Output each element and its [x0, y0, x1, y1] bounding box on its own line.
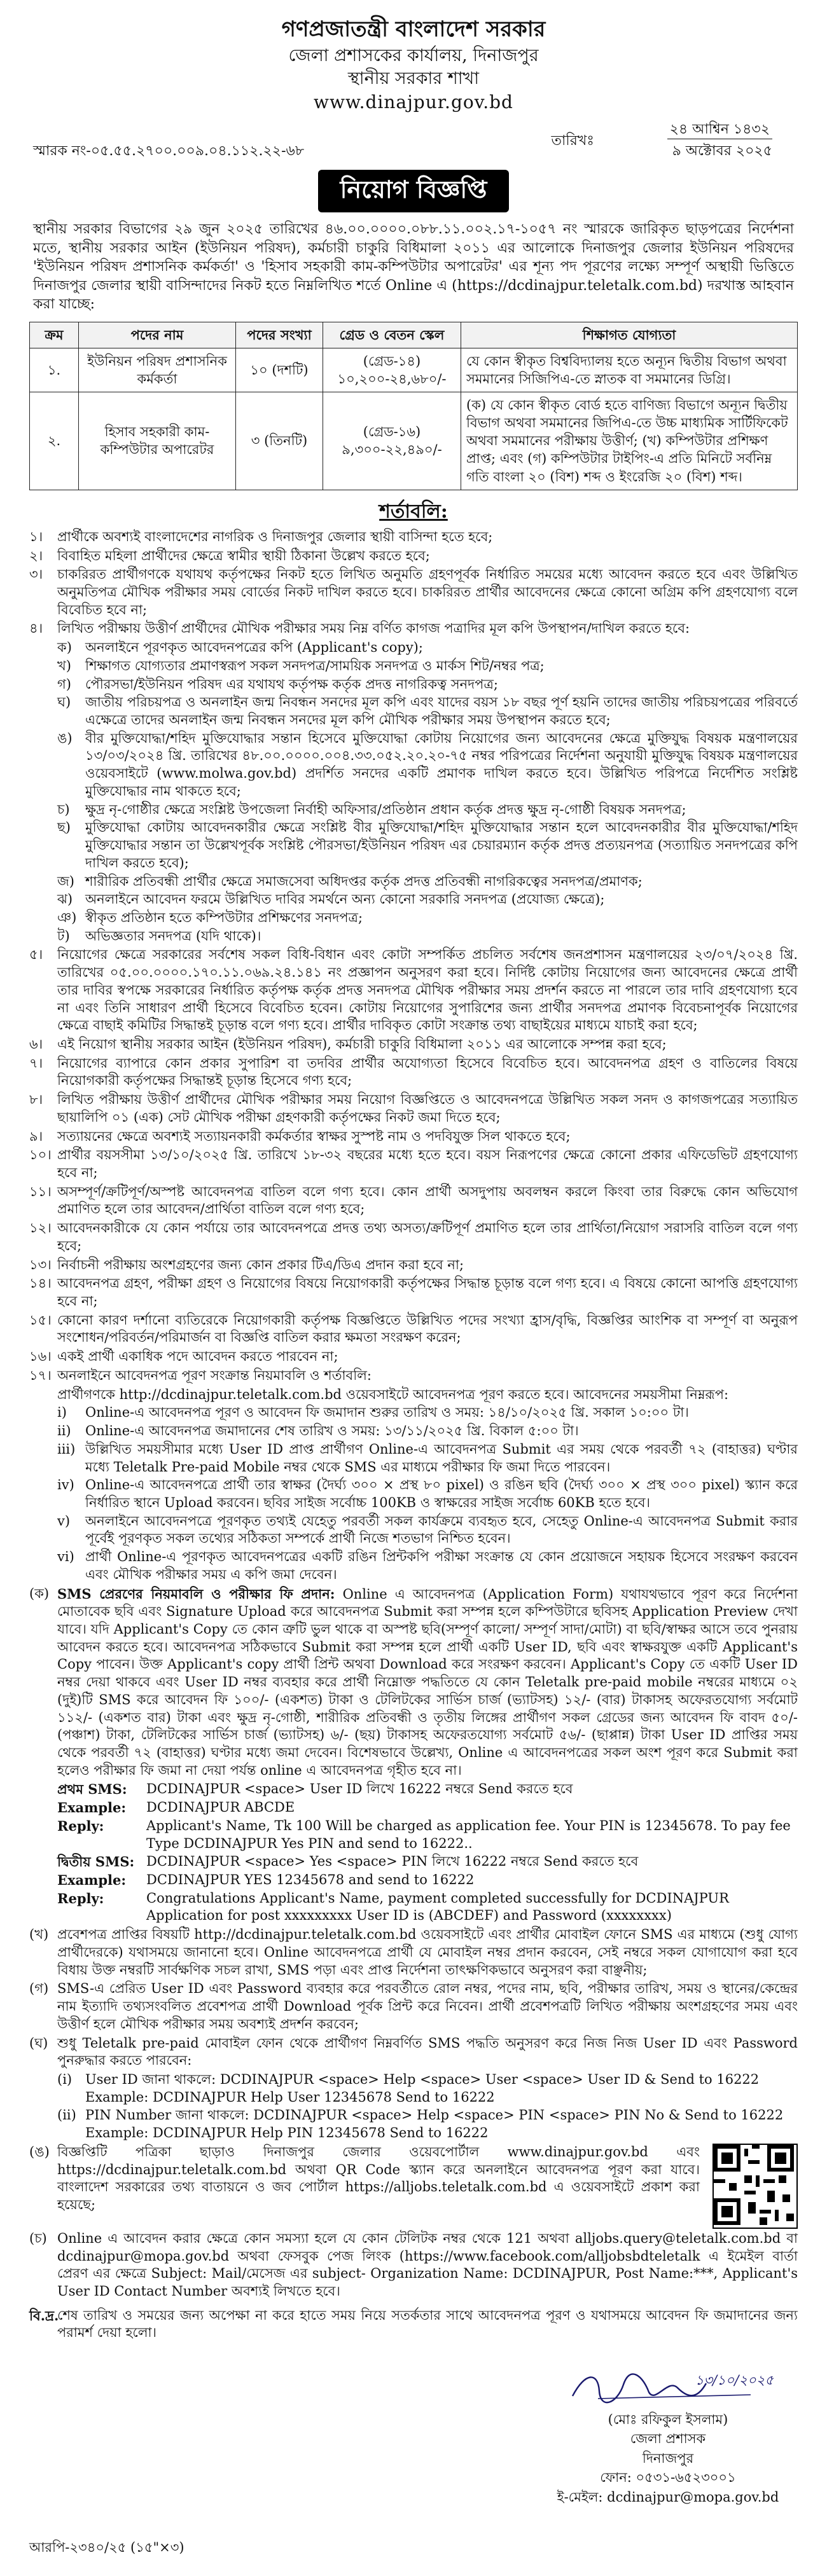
sub-text: অনলাইনে পূরণকৃত আবেদনপত্রের কপি (Applicant's copy); [85, 640, 423, 656]
sub-text: অভিজ্ঞতার সনদপত্র (যদি থাকে)। [85, 928, 261, 944]
cell-qualification: (ক) যে কোন স্বীকৃত বোর্ড হতে বাণিজ্য বিভাগে অন্যূন দ্বিতীয় বিভাগ অথবা সমমানের জিপিএ-তে উচ্চ মাধ্যমিক সার্টিফিকেট অথবা সমমানের পরীক্ষায় উত্তীর্ণ; (খ) কম্পিউটার প্রশিক্ষণ প্রাপ্ত; এবং (গ) কম্পিউটার টাইপিং-এ প্রতি মিনিটে সর্বনিম্ন গতি বাংলা ২০ (বিশ) শব্দ ও ইংরেজি ২০ (বিশ) শব্দ। [461, 392, 798, 490]
list-item [57, 2107, 798, 2142]
sub-number: (i) [57, 2071, 73, 2087]
list-item [29, 528, 798, 546]
sms-second-example [57, 1871, 798, 1889]
col-grade: গ্রেড ও বেতন স্কেল [323, 322, 461, 348]
intro-paragraph: স্থানীয় সরকার বিভাগের ২৯ জুন ২০২৫ তারিখের ৪৬.০০.০০০০.০৮৮.১১.০০২.১৭-১০৫৭ নং স্মারকে জারিকৃত ছাড়পত্রের নির্দেশনা মতে, স্থানীয় সরকার আইন (ইউনিয়ন পরিষদ), কর্মচারী চাকুরি বিধিমালা ২০১১ এর আলোকে দিনাজপুর জেলার ইউনিয়ন পরিষদের 'ইউনিয়ন পরিষদ প্রশাসনিক কর্মকর্তা' ও 'হিসাব সহকারী কাম-কম্পিউটার অপারেটর' এর শূন্য পদ পূরণের লক্ষ্যে সম্পূর্ণ অস্থায়ী ভিত্তিতে দিনাজপুর জেলার স্থায়ী বাসিন্দাদের নিকট হতে নিম্নলিখিত শর্তে Online এ (https://dcdinajpur.teletalk.com.bd) দরখাস্ত আহবান করা যাচ্ছে: [33, 221, 794, 313]
term-text: সত্যায়নের ক্ষেত্রে অবশ্যই সত্যায়নকারী কর্মকর্তার স্বাক্ষর সুস্পষ্ট নাম ও পদবিযুক্ত সিল থাকতে হবে; [57, 1128, 571, 1144]
sub-text: অনলাইনে আবেদন ফরমে উল্লিখিত দাবির সমর্থনে অন্য কোনো সরকারি সনদপত্র (প্রযোজ্য ক্ষেত্রে); [85, 892, 605, 907]
term-text [57, 1585, 798, 1780]
sub-number: iv) [57, 1477, 74, 1493]
list-item [57, 639, 798, 657]
list-item [29, 1183, 798, 1218]
cell-post: হিসাব সহকারী কাম-কম্পিউটার অপারেটর [79, 392, 236, 490]
sub-number: ঞ) [57, 909, 77, 925]
term17-schedule [29, 1404, 798, 1583]
sub-number: গ) [57, 676, 71, 692]
term-text: বিজ্ঞপ্তিটি পত্রিকা ছাড়াও দিনাজপুর জেলার ওয়েবপোর্টাল www.dinajpur.gov.bd এবং https://dcdinajpur.teletalk.com.bd অথবা QR Code স্ক্যান করে অনলাইনে আবেদনপত্র পূরণ করা যাবে। বাংলাদেশ সরকারের তথ্য বাতায়নে ও জব পোর্টাল https://alljobs.teletalk.com.bd এ ওয়েবসাইটে প্রকাশ করা হয়েছে; [57, 2144, 700, 2212]
list-item [57, 2071, 798, 2106]
office-name: জেলা প্রশাসকের কার্যালয়, দিনাজপুর [288, 45, 539, 65]
term-text: নিয়োগের ক্ষেত্রে সরকারের সর্বশেষ সকল বিধি-বিধান এবং কোটা সম্পর্কিত প্রচলিত সর্বশেষ জনপ্রশাসন মন্ত্রণালয়ের ২৩/০৭/২০২৪ খ্রি. তারিখের ০৫.০০.০০০০.১৭০.১১.০৬৯.২৪.১৪১ নং প্রজ্ঞাপন অনুসরণ করা হবে। নির্দিষ্ট কোটায় নিয়োগের জন্য আবেদনের ক্ষেত্রে প্রার্থী তার দাবির স্বপক্ষে সরকারের নির্ধারিত কর্তৃপক্ষ কর্তৃক প্রদত্ত সনদপত্র মৌখিক পরীক্ষার সময় প্রদর্শন করতে না পারলে তার দাবি গ্রহণযোগ্য হবে না এবং তিনি সাধারণ প্রার্থী হিসেবে বিবেচিত হবেন। কোটায় নিয়োগের সুপারিশের জন্য প্রার্থীর সনদপত্র প্রমাণক বিবেচনাপূর্বক নিয়োগের ক্ষেত্রে বাছাই কমিটির সিদ্ধান্তই চূড়ান্ত বলে গণ্য হবে। প্রার্থীর দাবিকৃত কোটা সংক্রান্ত তথ্য বাছাইয়ের মাধ্যমে যাচাই করা হবে; [57, 947, 798, 1033]
term-number: ১৬। [29, 1349, 52, 1365]
term-number: ১২। [29, 1220, 52, 1236]
term-text: চাকরিরত প্রার্থীগণকে যথাযথ কর্তৃপক্ষের নিকট হতে লিখিত অনুমতি গ্রহণপূর্বক নির্ধারিত সময়ের মধ্যে আবেদন করতে হবে এবং উল্লিখিত অনুমতিপত্র মৌখিক পরীক্ষার সময় বোর্ডের নিকট দাখিল করতে হবে। চাকরিরত প্রার্থীর আবেদনের ক্ষেত্রে কোনো অগ্রিম কপি গ্রহণযোগ্য বলে বিবেচিত হবে না; [57, 567, 798, 617]
cell-grade: (গ্রেড-১৪) ১০,২০০-২৪,৬৮০/- [323, 348, 461, 392]
term-number: (চ) [29, 2230, 47, 2246]
sub-text: উল্লিখিত সময়সীমার মধ্যে User ID প্রাপ্ত প্রার্থীগণ Online-এ আবেদনপত্র Submit এর সময় থেকে পরবর্তী ৭২ (বাহাত্তর) ঘণ্টার মধ্যে Teletalk Pre-paid Mobile নম্বর থেকে SMS এর মাধ্যমে পরীক্ষার ফি জমা দিতে পারবেন। [85, 1441, 798, 1475]
list-item [57, 801, 798, 819]
cell-qualification: যে কোন স্বীকৃত বিশ্ববিদ্যালয় হতে অন্যূন দ্বিতীয় বিভাগ অথবা সমমানের সিজিপিএ-তে স্নাতক বা সমমানের ডিগ্রি। [461, 348, 798, 392]
term-text: একই প্রার্থী একাধিক পদে আবেদন করতে পারবেন না; [57, 1349, 338, 1365]
list-item [29, 1275, 798, 1310]
sub-number: i) [57, 1405, 67, 1421]
signer-district: দিনাজপুর [642, 2450, 694, 2466]
sub-number: ঘ) [57, 694, 71, 710]
sub-number: vi) [57, 1549, 74, 1565]
list-item [57, 891, 798, 909]
sms-label: Example: [57, 1872, 127, 1889]
term-number: ১৪। [29, 1276, 52, 1291]
memo-row [29, 120, 798, 160]
date-label: তারিখঃ [551, 133, 594, 149]
website-url[interactable]: www.dinajpur.gov.bd [314, 91, 513, 113]
sms-first [57, 1780, 798, 1798]
table-header-row [30, 322, 798, 348]
sms-label: Reply: [57, 1890, 104, 1906]
list-item [29, 1055, 798, 1090]
note-text: শেষ তারিখ ও সময়ের জন্য অপেক্ষা না করে হাতে সময় নিয়ে সতর্কতার সাথে আবেদনপত্র পূরণ ও যথাসময়ে আবেদন ফি জমাদানের জন্য পরামর্শ দেয়া হলো। [57, 2307, 798, 2341]
term-number: ৪। [29, 621, 43, 637]
sub-text: মুক্তিযোদ্ধা কোটায় আবেদনকারীর ক্ষেত্রে সংশ্লিষ্ট বীর মুক্তিযোদ্ধা/শহিদ মুক্তিযোদ্ধার সন্তান হলে আবেদনকারীর বীর মুক্তিযোদ্ধা/শহিদ মুক্তিযোদ্ধার সন্তান তা উল্লেখপূর্বক সংশ্লিষ্ট পৌরসভা/ইউনিয়ন পরিষদ এর চেয়ারম্যান কর্তৃক প্রদত্ত প্রত্যয়নপত্র (সত্যায়িত সনদপত্রের কপি দাখিল করতে হবে); [85, 820, 798, 871]
sms-instructions [57, 1780, 798, 1925]
date-gregorian: ৯ অক্টোবর ২০২৫ [672, 142, 772, 159]
sms-value: Congratulations Applicant's Name, payment completed successfully for DCDINAJPUR Application for post xxxxxxxxx User ID is (ABCDEF) and Password (xxxxxxxx) [146, 1890, 729, 1924]
sub-text: অনলাইনে আবেদনপত্রে পূরণকৃত তথ্যই যেহেতু পরবর্তী সকল কার্যক্রমে ব্যবহৃত হবে, সেহেতু Online-এ আবেদনপত্র Submit করার পূর্বেই পূরণকৃত সকল তথ্যের সঠিকতা সম্পর্কে প্রার্থী নিজে শতভাগ নিশ্চিত হবেন। [85, 1513, 798, 1546]
sub-text [85, 2107, 798, 2142]
sub-number: ঙ) [57, 730, 73, 746]
term-text: লিখিত পরীক্ষায় উত্তীর্ণ প্রার্থীদের মৌখিক পরীক্ষার সময় নিয়োগ বিজ্ঞপ্তিতে ও আবেদনপত্রে উল্লিখিত সকল সনদ ও কাগজপত্রের সত্যায়িত ছায়ালিপি ০১ (এক) সেট মৌখিক পরীক্ষা গ্রহণকারী কর্তৃপক্ষের নিকট জমা দিতে হবে; [57, 1092, 798, 1125]
sms-label: Example: [57, 1800, 127, 1816]
terms-list [29, 528, 798, 2342]
government-name: গণপ্রজাতন্ত্রী বাংলাদেশ সরকার [281, 17, 546, 42]
term-text: আবেদনপত্র গ্রহণ, পরীক্ষা গ্রহণ ও নিয়োগের বিষয়ে নিয়োগকারী কর্তৃপক্ষের সিদ্ধান্ত চূড়ান্ত বলে গণ্য হবে। এ বিষয়ে কোনো আপত্তি গ্রহণযোগ্য হবে না; [57, 1276, 798, 1309]
col-count: পদের সংখ্যা [236, 322, 323, 348]
list-item [57, 873, 798, 891]
sub-number: ছ) [57, 820, 71, 836]
list-item [57, 819, 798, 872]
list-item [57, 1441, 798, 1476]
term-number: (খ) [29, 1927, 49, 1943]
term-number: ১১। [29, 1183, 52, 1199]
term4-documents [29, 639, 798, 945]
signer-phone: ফোন: ০৫৩১-৬৫২৩০০১ [600, 2470, 736, 2486]
list-item [29, 1926, 798, 1979]
terms-group-c [29, 1926, 798, 2070]
col-post: পদের নাম [79, 322, 236, 348]
term-number: ১৫। [29, 1312, 52, 1328]
list-item [29, 1348, 798, 1366]
recover-example: Example: DCDINAJPUR Help PIN 12345678 Send to 16222 [85, 2125, 489, 2141]
sms-label: Reply: [57, 1817, 104, 1834]
posts-table [29, 322, 798, 490]
signature-date: ১৩/১০/২০২৫ [695, 2373, 774, 2388]
term-number: ৩। [29, 567, 43, 582]
sub-text [85, 2071, 798, 2106]
sub-text: শিক্ষাগত যোগ্যতার প্রমাণস্বরূপ সকল সনদপত্র/সাময়িক সনদপত্র ও মার্কস শিট/নম্বর পত্র; [85, 658, 545, 673]
table-row [30, 392, 798, 490]
sub-number: (ii) [57, 2107, 76, 2123]
list-item [57, 730, 798, 801]
term-number: ৭। [29, 1055, 43, 1071]
term-text: বিবাহিত মহিলা প্রার্থীদের ক্ষেত্রে স্বামীর স্থায়ী ঠিকানা উল্লেখ করতে হবে; [57, 548, 430, 563]
term-text: কোনো কারণ দর্শানো ব্যতিরেকে নিয়োগকারী কর্তৃপক্ষ বিজ্ঞপ্তিতে উল্লিখিত পদের সংখ্যা হ্রাস/বৃদ্ধি, বিজ্ঞপ্তির আংশিক বা সম্পূর্ণ বা অনুরূপ সংশোধন/পরিবর্তন/পরিমার্জন বা বিজ্ঞপ্তি বাতিল করার ক্ষমতা সংরক্ষণ করেন; [57, 1312, 798, 1346]
list-item [29, 1091, 798, 1126]
sub-number: ঝ) [57, 892, 73, 907]
list-item [29, 1036, 798, 1054]
term-number: ১। [29, 528, 43, 544]
term-text: অসম্পূর্ণ/ক্রটিপূর্ণ/অস্পষ্ট আবেদনপত্র বাতিল বলে গণ্য হবে। কোন প্রার্থী অসদুপায় অবলম্বন করলে কিংবা তার বিরুদ্ধে কোন অভিযোগ প্রমাণিত হলে তার আবেদন/প্রার্থিতা বাতিল বলে গণ্য হবে; [57, 1183, 798, 1217]
list-item [29, 1980, 798, 2033]
sms-heading: SMS প্রেরণের নিয়মাবলি ও পরীক্ষার ফি প্রদান: [57, 1585, 335, 1602]
term-text: এই নিয়োগ স্থানীয় সরকার আইন (ইউনিয়ন পরিষদ), কর্মচারী চাকুরি বিধিমালা ২০১১ এর আলোকে সম্পন্ন করা হবে; [57, 1036, 667, 1052]
cell-post: ইউনিয়ন পরিষদ প্রশাসনিক কর্মকর্তা [79, 348, 236, 392]
term-number: ১০। [29, 1147, 52, 1163]
term-number: ৫। [29, 947, 43, 963]
list-item [29, 1312, 798, 1347]
term-text: প্রার্থীকে অবশ্যই বাংলাদেশের নাগরিক ও দিনাজপুর জেলার স্থায়ী বাসিন্দা হতে হবে; [57, 528, 493, 544]
letterhead [29, 15, 798, 114]
sub-text: জাতীয় পরিচয়পত্র ও অনলাইন জন্ম নিবন্ধন সনদের মূল কপি এবং যাদের বয়স ১৮ বছর পূর্ণ হয়নি তাদের জাতীয় পরিচয়পত্রের পরিবর্তে এক্ষেত্রে তাদের অনলাইন জন্ম নিবন্ধন সনদের মূল কপি মৌখিক পরীক্ষার সময় উপস্থাপন করতে হবে; [85, 694, 798, 728]
term-number: (ঙ) [29, 2144, 50, 2159]
qr-term [29, 2144, 798, 2229]
cell-serial: ২. [30, 392, 79, 490]
sub-number: v) [57, 1513, 71, 1529]
signer-designation: জেলা প্রশাসক [630, 2431, 706, 2447]
sms-value: DCDINAJPUR ABCDE [146, 1800, 295, 1815]
recover-example: Example: DCDINAJPUR Help User 12345678 Send to 16222 [85, 2089, 495, 2105]
password-recovery [29, 2071, 798, 2142]
term-text: নির্বাচনী পরীক্ষায় অংশগ্রহণের জন্য কোন প্রকার টিএ/ডিএ প্রদান করা হবে না; [57, 1257, 464, 1272]
sub-number: ii) [57, 1423, 71, 1439]
sub-number: জ) [57, 873, 74, 889]
helpline-term [29, 2230, 798, 2301]
sms-value: Applicant's Name, Tk 100 Will be charged as application fee. Your PIN is 12345678. To pay fee Type DCDINAJPUR Yes PIN and send to 16222.. [146, 1817, 791, 1851]
term-number: ৯। [29, 1128, 43, 1144]
sub-number: iii) [57, 1441, 76, 1457]
term-text: অনলাইনে আবেদনপত্র পূরণ সংক্রান্ত নিয়মাবলি ও শর্তাবলি: [57, 1367, 372, 1383]
cell-count: ৩ (তিনটি) [236, 392, 323, 490]
print-code: আরপি-২৩৪০/২৫ (১৫"×৩) [29, 2540, 184, 2555]
signature-block [553, 2366, 782, 2507]
branch-name: স্থানীয় সরকার শাখা [347, 68, 480, 88]
term-number: ৬। [29, 1036, 43, 1052]
sms-fee-term [29, 1585, 798, 1780]
note-label: বি.দ্র. [29, 2307, 59, 2324]
sub-text: Online-এ আবেদনপত্র জমাদানের শেষ তারিখ ও সময়: ১৩/১১/২০২৫ খ্রি. বিকাল ৫:০০ টা। [85, 1423, 579, 1439]
term-number: ১৩। [29, 1257, 52, 1272]
term-number: ১৭। [29, 1367, 52, 1383]
list-item [57, 1404, 798, 1422]
term-number: (গ) [29, 1981, 49, 1997]
sms-first-reply [57, 1817, 798, 1852]
term-number: ২। [29, 548, 43, 563]
term-text: Online এ আবেদন করার ক্ষেত্রে কোন সমস্যা হলে যে কোন টেলিটক নম্বর থেকে 121 অথবা alljobs.query@teletalk.com.bd বা dcdinajpur@mopa.gov.bd অথবা ফেসবুক পেজ লিংক (https://www.facebook.com/alljobsbdteletalk এ ইমেইল বার্তা প্রেরণ এর ক্ষেত্রে Subject: Mail/মেসেজ এর subject- Organization Name: DCDINAJPUR, Post Name:***, Applicant's User ID Contact Number অবশ্যই লিখতে হবে। [57, 2230, 798, 2299]
col-qualification: শিক্ষাগত যোগ্যতা [461, 322, 798, 348]
term-text: আবেদনকারীকে যে কোন পর্যায়ে তার আবেদনপত্রে প্রদত্ত তথ্য অসত্য/ক্রটিপূর্ণ প্রমাণিত হলে তার প্রার্থিতা/নিয়োগ সরাসরি বাতিল বলে গণ্য হবে; [57, 1220, 798, 1253]
note [29, 2307, 798, 2342]
cell-count: ১০ (দশটি) [236, 348, 323, 392]
memo-date [667, 120, 772, 160]
sms-second [57, 1853, 798, 1871]
term-text: প্রবেশপত্র প্রাপ্তির বিষয়টি http://dcdinajpur.teletalk.com.bd ওয়েবসাইটে এবং প্রার্থীর মোবাইল ফোনে SMS এর মাধ্যমে (শুধু যোগ্য প্রার্থীদেরকে) যথাসময়ে জানানো হবে। Online আবেদনপত্রে প্রার্থী যে মোবাইল নম্বর প্রদান করবেন, সেই নম্বরে সকল যোগাযোগ করা হবে বিধায় উক্ত নম্বরটি সার্বক্ষণিক সচল রাখা, SMS পড়া এবং প্রাপ্ত নির্দেশনা তাৎক্ষণিকভাবে অনুসরণ করা বাঞ্ছনীয়; [57, 1927, 798, 1978]
cell-serial: ১. [30, 348, 79, 392]
term-number: (ঘ) [29, 2035, 48, 2051]
recover-command: PIN Number জানা থাকলে: DCDINAJPUR <space> Help <space> PIN <space> PIN No & Send to 16222 [85, 2107, 784, 2123]
sub-number: খ) [57, 658, 71, 673]
term-text: লিখিত পরীক্ষায় উত্তীর্ণ প্রার্থীদের মৌখিক পরীক্ষার সময় নিম্ন বর্ণিত কাগজ পত্রাদির মূল কপি উপস্থাপন/দাখিল করতে হবে: [57, 621, 690, 637]
list-item [57, 694, 798, 729]
sub-text: বীর মুক্তিযোদ্ধা/শহিদ মুক্তিযোদ্ধার সন্তান হিসেবে মুক্তিযোদ্ধা কোটায় নিয়োগের জন্য আবেদনের ক্ষেত্রে মুক্তিযুদ্ধ বিষয়ক মন্ত্রণালয়ের ১৩/০৩/২০২৪ খ্রি. তারিখের ৪৮.০০.০০০০.০০৪.৩৩.০৫২.২০.২০-৭৫ নম্বর পরিপত্রের নির্দেশনা অনুযায়ী মুক্তিযুদ্ধ বিষয়ক মন্ত্রণালয়ের ওয়েবসাইটে (www.molwa.gov.bd) প্রদর্শিত সনদের একটি প্রমাণক দাখিল করতে হবে। উল্লিখিত পরিপত্রে নির্দেশিত সংশ্লিষ্ট মুক্তিযোদ্ধার নাম থাকতে হবে; [85, 730, 798, 799]
term-number: ৮। [29, 1092, 43, 1108]
cell-grade: (গ্রেড-১৬) ৯,৩০০-২২,৪৯০/- [323, 392, 461, 490]
list-item [57, 1477, 798, 1512]
recover-command: User ID জানা থাকলে: DCDINAJPUR <space> Help <space> User <space> User ID & Send to 16222 [85, 2071, 760, 2087]
list-item [29, 620, 798, 638]
terms-group-b [29, 946, 798, 1384]
sub-text: স্বীকৃত প্রতিষ্ঠান হতে কম্পিউটার প্রশিক্ষণের সনদপত্র; [85, 909, 363, 925]
term-number: (ক) [29, 1585, 50, 1601]
sub-text: শারীরিক প্রতিবন্ধী প্রার্থীর ক্ষেত্রে সমাজসেবা অধিদপ্তর কর্তৃক প্রদত্ত প্রতিবন্ধী নাগরিকত্বের সনদপত্র/প্রমাণক; [85, 873, 643, 889]
signer-name: (মোঃ রফিকুল ইসলাম) [608, 2412, 728, 2427]
list-item [57, 928, 798, 946]
list-item [57, 1422, 798, 1440]
terms-group-a [29, 528, 798, 638]
sub-text: Online-এ আবেদনপত্র পূরণ ও আবেদন ফি জমাদান শুরুর তারিখ ও সময়: ১৪/১০/২০২৫ খ্রি. সকাল ১০:০০ টা। [85, 1405, 689, 1421]
list-item [29, 1147, 798, 1181]
term-text: প্রার্থীর বয়সসীমা ১৩/১০/২০২৫ খ্রি. তারিখে ১৮-৩২ বছরের মধ্যে হতে হবে। বয়স নিরূপণের ক্ষেত্রে কোনো প্রকার এফিডেভিট গ্রহণযোগ্য হবে না; [57, 1147, 798, 1180]
sms-value: DCDINAJPUR <space> Yes <space> PIN লিখে 16222 নম্বরে Send করতে হবে [146, 1854, 639, 1870]
term17-intro [57, 1386, 798, 1404]
terms-title: শর্তাবলি: [379, 500, 448, 523]
list-item [57, 909, 798, 927]
list-item [57, 658, 798, 675]
list-item [29, 946, 798, 1035]
list-item [57, 1548, 798, 1583]
list-item [29, 2035, 798, 2070]
list-item [57, 1513, 798, 1548]
sms-second-reply [57, 1890, 798, 1925]
term-text: নিয়োগের ব্যাপারে কোন প্রকার সুপারিশ বা তদবির প্রার্থীর অযোগ্যতা হিসেবে বিবেচিত হবে। আবেদনপত্র গ্রহণ ও বাতিলের বিষয়ে নিয়োগকারী কর্তৃপক্ষের সিদ্ধান্তই চূড়ান্ত হিসেবে গণ্য হবে; [57, 1055, 798, 1089]
notice-title: নিয়োগ বিজ্ঞপ্তি [318, 170, 509, 212]
list-item [29, 1367, 798, 1385]
list-item [29, 1128, 798, 1146]
signer-email[interactable]: ই-মেইল: dcdinajpur@mopa.gov.bd [557, 2489, 779, 2505]
list-item [29, 1220, 798, 1255]
sub-text: ক্ষুদ্র নৃ-গোষ্ঠীর ক্ষেত্রে সংশ্লিষ্ট উপজেলা নির্বাহী অফিসার/প্রতিষ্ঠান প্রধান কর্তৃক প্রদত্ত ক্ষুদ্র নৃ-গোষ্ঠী বিষয়ক সনদপত্র; [85, 801, 686, 817]
sms-label: দ্বিতীয় SMS: [57, 1854, 135, 1870]
sms-first-example [57, 1799, 798, 1817]
sms-value: DCDINAJPUR YES 12345678 and send to 16222 [146, 1872, 475, 1888]
date-bengali: ২৪ আশ্বিন ১৪৩২ [667, 121, 772, 139]
sms-label: প্রথম SMS: [57, 1781, 127, 1798]
qr-code-icon[interactable] [712, 2144, 798, 2229]
sub-number: ক) [57, 640, 72, 656]
list-item [29, 566, 798, 619]
sub-text: প্রার্থী Online-এ পূরণকৃত আবেদনপত্রের একটি রঙিন প্রিন্টকপি পরীক্ষা সংক্রান্ত যে কোন প্রয়োজনে সহায়ক হিসেবে সংরক্ষণ করবেন এবং মৌখিক পরীক্ষার সময় এ কপি জমা দেবেন। [85, 1549, 798, 1582]
list-item [29, 548, 798, 565]
signature-icon [553, 2366, 782, 2410]
col-serial: ক্রম [30, 322, 79, 348]
sub-text: পৌরসভা/ইউনিয়ন পরিষদ এর যথাযথ কর্তৃপক্ষ কর্তৃক প্রদত্ত নাগরিকত্ব সনদপত্র; [85, 676, 498, 692]
term-text: শুধু Teletalk pre-paid মোবাইল ফোন থেকে প্রার্থীগণ নিম্নবর্ণিত SMS পদ্ধতি অনুসরণ করে নিজ নিজ User ID এবং Password পুনরুদ্ধার করতে পারবেন: [57, 2035, 798, 2069]
sms-value: DCDINAJPUR <space> User ID লিখে 16222 নম্বরে Send করতে হবে [146, 1781, 573, 1797]
sms-body: Online এ আবেদনপত্র (Application Form) যথাযথভাবে পূরণ করে নির্দেশনা মোতাবেক ছবি এবং Signature Upload করে আবেদনপত্র Submit করা সম্পন্ন হলে কম্পিউটারে ছবিসহ Application Preview দেখা যাবে। যদি Applicant's Copy তে কোন ত্রুটি ভুল থাকে বা অস্পষ্ট ছবি(সম্পূর্ণ কালো/ সম্পূর্ণ সাদা/মোটা) বা ছবি/স্বাক্ষর আসে তবে পুনরায় আবেদন করতে হবে। আবেদনপত্র সঠিকভাবে Submit করা সম্পন্ন হলে প্রার্থী একটি User ID, ছবি এবং স্বাক্ষরযুক্ত একটি Applicant's Copy পাবেন। উক্ত Applicant's copy প্রার্থী প্রিন্ট অথবা Download করে সংরক্ষণ করবেন। Applicant's Copy তে একটি User ID নম্বর দেয়া থাকবে এবং User ID নম্বর ব্যবহার করে প্রার্থী নিম্নোক্ত পদ্ধতিতে যে কোন Teletalk pre-paid mobile নম্বরের মাধ্যমে ০২ (দুই)টি SMS করে আবেদন ফি ১০০/- (একশত) টাকা ও টেলিটকের সার্ভিস চার্জ (ভ্যাটসহ) ১২/- (বার) টাকাসহ অফেরতযোগ্য সর্বমোট ১১২/- (একশত বার) টাকা এবং ক্ষুদ্র নৃ-গোষ্ঠী, শারীরিক প্রতিবন্ধী ও তৃতীয় লিঙ্গের প্রার্থীগণ সকল গ্রেডের জন্য আবেদন ফি বাবদ ৫০/- (পঞ্চাশ) টাকা, টেলিটকের সার্ভিস চার্জ (ভ্যাটসহ) ৬/- (ছয়) টাকাসহ অফেরতযোগ্য সর্বমোট ৫৬/- (ছাপ্পান্ন) টাকা User ID প্রাপ্তির সময় থেকে পরবর্তী ৭২ (বাহাত্তর) ঘণ্টার মধ্যে জমা দেবেন। বিশেষভাবে উল্লেখ্য, Online এ আবেদনপত্রের সকল অংশ পূরণ করে Submit করা হলেও পরীক্ষার ফি জমা না দেয়া পর্যন্ত online এ আবেদনপত্র গৃহীত হবে না। [57, 1586, 798, 1778]
memo-number: স্মারক নং-০৫.৫৫.২৭০০.০০৯.০৪.১১২.২২-৬৮ [33, 143, 305, 160]
list-item [57, 676, 798, 694]
table-row [30, 348, 798, 392]
term17-intro-text: প্রার্থীগণকে http://dcdinajpur.teletalk.com.bd ওয়েবসাইটে আবেদনপত্র পূরণ করতে হবে। আবেদনের সময়সীমা নিম্নরূপ: [57, 1386, 729, 1402]
sub-number: ট) [57, 928, 70, 944]
sub-text: Online-এ আবেদনপত্রে প্রার্থী তার স্বাক্ষর (দৈর্ঘ্য ৩০০ × প্রস্থ ৮০ pixel) ও রঙিন ছবি (দৈর্ঘ্য ৩০০ × প্রস্থ ৩০০ pixel) স্ক্যান করে নির্ধারিত স্থানে Upload করবেন। ছবির সাইজ সর্বোচ্চ 100KB ও স্বাক্ষরের সাইজ সর্বোচ্চ 60KB হতে হবে। [85, 1477, 798, 1510]
term-text: SMS-এ প্রেরিত User ID এবং Password ব্যবহার করে পরবর্তীতে রোল নম্বর, পদের নাম, ছবি, পরীক্ষার তারিখ, সময় ও স্থানের/কেন্দ্রের নাম ইত্যাদি তথ্যসংবলিত প্রবেশপত্র প্রার্থী Download পূর্বক প্রিন্ট করে নিবেন। প্রার্থী প্রবেশপত্রটি লিখিত পরীক্ষায় অংশগ্রহণের সময় এবং উত্তীর্ণ হলে মৌখিক পরীক্ষার সময় অবশ্যই প্রদর্শন করবেন; [57, 1981, 798, 2032]
sub-number: চ) [57, 801, 70, 817]
list-item [29, 1257, 798, 1274]
